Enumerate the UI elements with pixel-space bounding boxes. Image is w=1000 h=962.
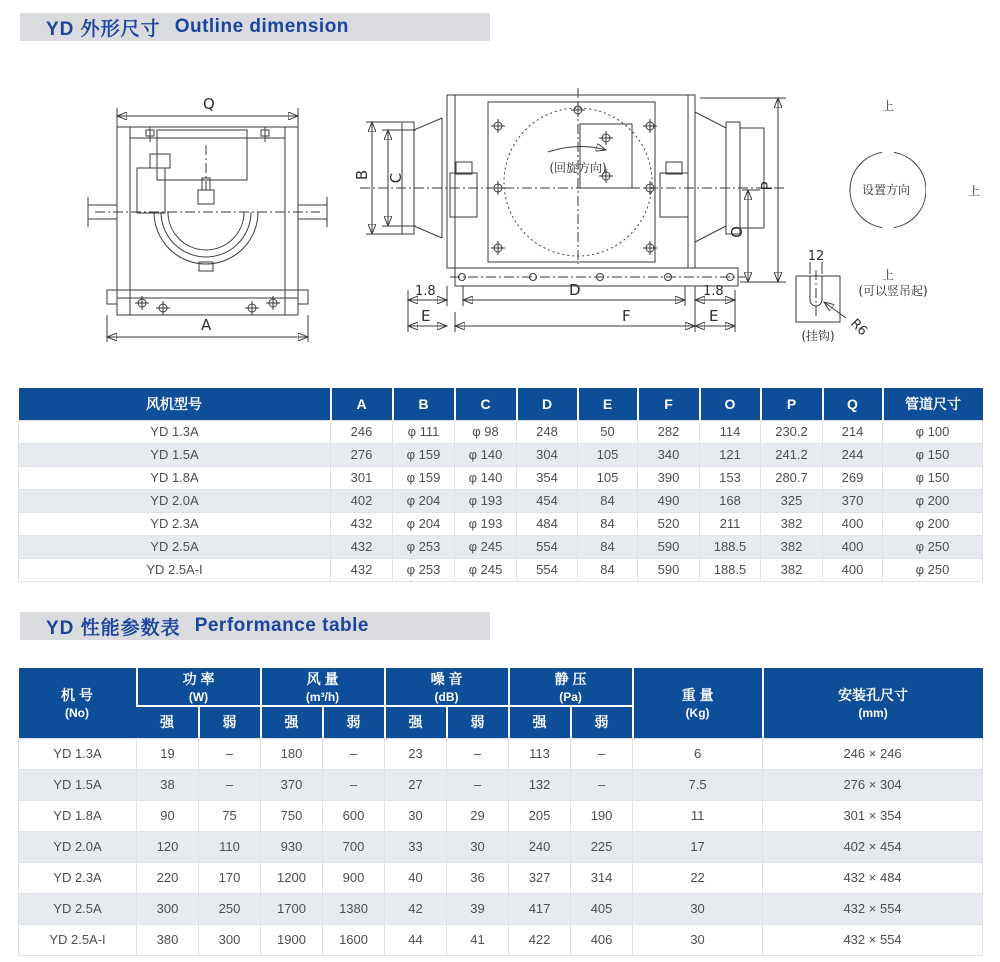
col-group-noise [385,668,509,706]
col-group-power [137,668,261,706]
col-noise-unit: (dB) [434,690,459,704]
value-cell: 325 [761,489,823,512]
value-cell: 120 [137,831,199,862]
value-cell: 554 [517,558,578,581]
col-fan-model: 风机型号 [19,388,331,420]
value-cell: 22 [633,862,763,893]
value-cell: 400 [823,558,883,581]
value-cell: 84 [578,535,638,558]
col-d: D [517,388,578,420]
table-row [19,512,983,535]
value-cell: 402 × 454 [763,831,983,862]
orientation-up-label: 上 [881,99,895,113]
dim-label-f: F [622,307,631,325]
col-weight-unit: (Kg) [685,706,710,721]
col-c: C [455,388,517,420]
value-cell: 432 × 554 [763,893,983,924]
performance-table [18,668,983,956]
value-cell: 930 [261,831,323,862]
value-cell: – [447,769,509,800]
value-cell: 700 [323,831,385,862]
value-cell: φ 111 [393,420,455,443]
col-airflow-label: 风 量 [306,671,339,687]
col-duct-size: 管道尺寸 [883,388,983,420]
orientation-diagram [850,98,980,298]
value-cell: 276 × 304 [763,769,983,800]
value-cell: 29 [447,800,509,831]
value-cell: 214 [823,420,883,443]
model-cell: YD 2.3A [19,862,137,893]
value-cell: 30 [385,800,447,831]
model-cell: YD 2.5A [19,893,137,924]
value-cell: 205 [509,800,571,831]
value-cell: 39 [447,893,509,924]
value-cell: 520 [638,512,700,535]
value-cell: 454 [517,489,578,512]
section-title-performance [20,612,490,640]
value-cell: 188.5 [700,558,761,581]
section-title-outline-zh: YD 外形尺寸 [46,18,161,40]
value-cell: φ 245 [455,535,517,558]
value-cell: 211 [700,512,761,535]
value-cell: φ 150 [883,466,983,489]
value-cell: 900 [323,862,385,893]
value-cell: 75 [199,800,261,831]
col-group-airflow [261,668,385,706]
dim-label-q: Q [203,95,215,113]
value-cell: φ 98 [455,420,517,443]
value-cell: 105 [578,466,638,489]
value-cell: 276 [331,443,393,466]
value-cell: 33 [385,831,447,862]
orientation-center-label: 设置方向 [861,183,911,197]
value-cell: φ 159 [393,466,455,489]
value-cell: 432 [331,512,393,535]
value-cell: 382 [761,558,823,581]
value-cell: 246 [331,420,393,443]
col-airflow-unit: (m³/h) [305,690,340,704]
dimension-table [18,388,983,582]
value-cell: 370 [261,769,323,800]
value-cell: φ 200 [883,489,983,512]
col-power-label: 功 率 [182,671,215,687]
value-cell: 84 [578,558,638,581]
value-cell: – [323,769,385,800]
col-f: F [638,388,700,420]
col-noise-label: 噪 音 [430,671,463,687]
model-cell: YD 2.5A [19,535,331,558]
table-row [19,769,983,800]
value-cell: 246 × 246 [763,738,983,769]
value-cell: 490 [638,489,700,512]
value-cell: 36 [447,862,509,893]
value-cell: 114 [700,420,761,443]
model-cell: YD 1.5A [19,769,137,800]
value-cell: φ 159 [393,443,455,466]
col-q: Q [823,388,883,420]
value-cell: 38 [137,769,199,800]
sub-noise-strong: 强 [385,706,447,738]
sub-pressure-weak: 弱 [571,706,633,738]
value-cell: φ 253 [393,535,455,558]
side-view [353,88,786,332]
value-cell: 241.2 [761,443,823,466]
sub-pressure-strong: 强 [509,706,571,738]
section-title-outline-en: Outline dimension [174,16,349,37]
value-cell: 590 [638,535,700,558]
model-cell: YD 1.8A [19,466,331,489]
model-cell: YD 1.3A [19,420,331,443]
table-row [19,443,983,466]
value-cell: 153 [700,466,761,489]
col-o: O [700,388,761,420]
value-cell: 30 [633,924,763,955]
dim-label-b: B [353,169,371,181]
model-cell: YD 2.0A [19,489,331,512]
col-e: E [578,388,638,420]
col-mounting-unit: (mm) [858,706,888,721]
value-cell: 380 [137,924,199,955]
model-cell: YD 1.3A [19,738,137,769]
value-cell: 750 [261,800,323,831]
value-cell: 6 [633,738,763,769]
dim-label-o: O [728,226,746,238]
value-cell: 11 [633,800,763,831]
dim-label-18-right: 1.8 [703,284,724,299]
hook-caption: (挂钩) [801,329,835,343]
value-cell: φ 253 [393,558,455,581]
col-model-label: 机 号 [61,687,93,704]
model-cell: YD 1.8A [19,800,137,831]
value-cell: 244 [823,443,883,466]
value-cell: 7.5 [633,769,763,800]
value-cell: 402 [331,489,393,512]
value-cell: 590 [638,558,700,581]
value-cell: φ 250 [883,558,983,581]
section-title-outline [20,13,490,41]
sub-noise-weak: 弱 [447,706,509,738]
value-cell: 1900 [261,924,323,955]
value-cell: φ 150 [883,443,983,466]
value-cell: 422 [509,924,571,955]
value-cell: 304 [517,443,578,466]
dim-label-p: P [758,181,776,191]
section-title-performance-en: Performance table [194,615,369,636]
value-cell: 300 [199,924,261,955]
left-view [88,95,327,342]
value-cell: 170 [199,862,261,893]
sub-airflow-strong: 强 [261,706,323,738]
value-cell: 354 [517,466,578,489]
hook-width-label: 12 [807,249,825,264]
value-cell: 554 [517,535,578,558]
value-cell: – [323,738,385,769]
value-cell: 432 [331,535,393,558]
col-group-pressure [509,668,633,706]
value-cell: 248 [517,420,578,443]
value-cell: 132 [509,769,571,800]
table-row [19,800,983,831]
col-a: A [331,388,393,420]
value-cell: φ 100 [883,420,983,443]
value-cell: 50 [578,420,638,443]
value-cell: 406 [571,924,633,955]
value-cell: 190 [571,800,633,831]
value-cell: 105 [578,443,638,466]
table-row [19,535,983,558]
value-cell: 30 [633,893,763,924]
value-cell: 1700 [261,893,323,924]
value-cell: 17 [633,831,763,862]
value-cell: φ 245 [455,558,517,581]
value-cell: 23 [385,738,447,769]
value-cell: 301 × 354 [763,800,983,831]
rotation-direction-label: (回旋方向) [549,161,607,175]
value-cell: 314 [571,862,633,893]
value-cell: 282 [638,420,700,443]
value-cell: 327 [509,862,571,893]
col-mounting [763,668,983,738]
value-cell: 269 [823,466,883,489]
table-row [19,420,983,443]
value-cell: 382 [761,535,823,558]
value-cell: – [447,738,509,769]
value-cell: 340 [638,443,700,466]
value-cell: 113 [509,738,571,769]
value-cell: 168 [700,489,761,512]
dim-label-e-left: E [421,307,431,325]
value-cell: 382 [761,512,823,535]
value-cell: φ 140 [455,466,517,489]
sub-airflow-weak: 弱 [323,706,385,738]
value-cell: 1200 [261,862,323,893]
value-cell: 188.5 [700,535,761,558]
sub-power-weak: 弱 [199,706,261,738]
col-pressure-unit: (Pa) [559,690,582,704]
value-cell: φ 204 [393,512,455,535]
col-model-unit: (No) [65,706,89,721]
outline-drawing [0,50,1000,382]
table-row [19,893,983,924]
dimension-table-header-row [19,388,983,420]
value-cell: 220 [137,862,199,893]
dim-label-a: A [201,316,212,334]
value-cell: 230.2 [761,420,823,443]
orientation-right-label: 上 [968,184,981,198]
value-cell: 1600 [323,924,385,955]
value-cell: 1380 [323,893,385,924]
value-cell: 280.7 [761,466,823,489]
dimension-table-section [18,388,982,582]
value-cell: 84 [578,489,638,512]
orientation-down-label: 上 [881,268,895,282]
dim-label-e-right: E [709,307,719,325]
value-cell: 84 [578,512,638,535]
table-row [19,558,983,581]
value-cell: 41 [447,924,509,955]
value-cell: φ 193 [455,512,517,535]
dim-label-18-left: 1.8 [415,284,436,299]
value-cell: 30 [447,831,509,862]
value-cell: 225 [571,831,633,862]
table-row [19,831,983,862]
value-cell: 370 [823,489,883,512]
orientation-caption: (可以竖吊起) [858,284,928,298]
col-mounting-label: 安装孔尺寸 [838,687,909,704]
model-cell: YD 2.0A [19,831,137,862]
value-cell: 121 [700,443,761,466]
value-cell: 110 [199,831,261,862]
section-title-performance-zh: YD 性能参数表 [46,617,181,639]
value-cell: 400 [823,512,883,535]
performance-table-section [18,668,982,956]
table-row [19,862,983,893]
value-cell: 301 [331,466,393,489]
table-row [19,489,983,512]
hook-radius-label: R6 [847,316,871,340]
value-cell: 417 [509,893,571,924]
table-row [19,924,983,955]
value-cell: 44 [385,924,447,955]
col-weight [633,668,763,738]
col-model [19,668,137,738]
value-cell: 405 [571,893,633,924]
value-cell: – [571,769,633,800]
value-cell: φ 193 [455,489,517,512]
model-cell: YD 1.5A [19,443,331,466]
value-cell: 432 [331,558,393,581]
value-cell: 42 [385,893,447,924]
col-b: B [393,388,455,420]
model-cell: YD 2.5A-I [19,924,137,955]
value-cell: 300 [137,893,199,924]
value-cell: φ 250 [883,535,983,558]
value-cell: 390 [638,466,700,489]
value-cell: 600 [323,800,385,831]
value-cell: φ 140 [455,443,517,466]
table-row [19,466,983,489]
value-cell: 400 [823,535,883,558]
value-cell: 40 [385,862,447,893]
col-pressure-label: 静 压 [554,671,587,687]
value-cell: 90 [137,800,199,831]
table-row [19,738,983,769]
value-cell: – [199,769,261,800]
sub-power-strong: 强 [137,706,199,738]
value-cell: 180 [261,738,323,769]
dim-label-d: D [569,281,581,299]
col-power-unit: (W) [188,690,209,704]
value-cell: 432 × 554 [763,924,983,955]
col-weight-label: 重 量 [681,687,714,704]
value-cell: φ 200 [883,512,983,535]
value-cell: 432 × 484 [763,862,983,893]
value-cell: 250 [199,893,261,924]
model-cell: YD 2.5A-I [19,558,331,581]
value-cell: 240 [509,831,571,862]
dim-label-c: C [387,172,405,184]
performance-header-group-row [19,668,983,706]
col-p: P [761,388,823,420]
value-cell: 484 [517,512,578,535]
model-cell: YD 2.3A [19,512,331,535]
value-cell: 27 [385,769,447,800]
value-cell: – [199,738,261,769]
value-cell: φ 204 [393,489,455,512]
value-cell: 19 [137,738,199,769]
value-cell: – [571,738,633,769]
